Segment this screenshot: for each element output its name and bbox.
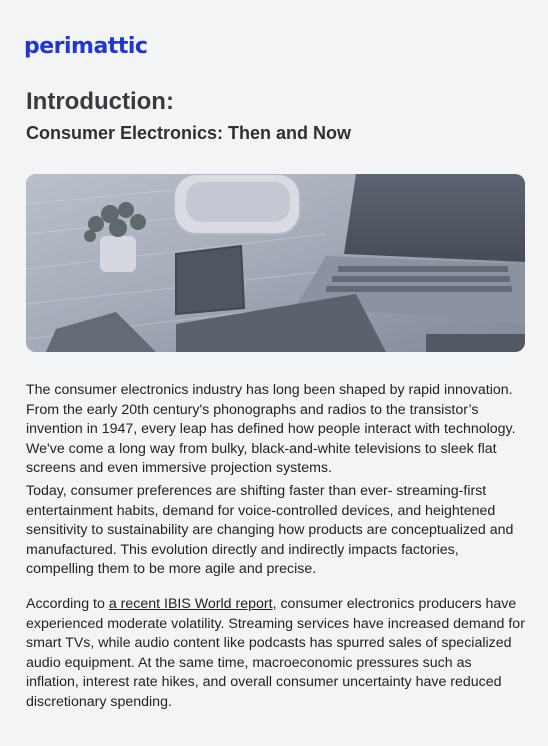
report-text-after: , consumer electronics producers have experienced moderate volatility. Streaming services have increased demand for smart TVs, while audio content like podcasts has spurred sales of specialized audio equipment. At the same time, macroeconomic pressures such as inflation, interest rate hikes, and overall consumer uncertainty have reduced discretionary spending.: [26, 596, 525, 710]
hero-image: [26, 174, 525, 352]
intro-paragraph: The consumer electronics industry has long been shaped by rapid innovation. From the early 20th century's phonographs and radios to the transistor’s invention in 1947, every leap has defined how people interact with technology. We've come a long way from bulky, black-and-white televisions to sleek flat screens and even immersive projection systems.: [26, 382, 516, 476]
page-title: Introduction:: [26, 88, 174, 115]
report-text-before: According to: [26, 596, 109, 612]
page-subtitle: Consumer Electronics: Then and Now: [26, 123, 352, 143]
photo-electronics-desk-icon: [26, 174, 525, 352]
brand-logo[interactable]: perimattic: [24, 34, 148, 59]
ibis-world-report-link[interactable]: a recent IBIS World report: [108, 596, 273, 612]
report-paragraph: [26, 595, 526, 712]
trends-paragraph: Today, consumer preferences are shifting faster than ever- streaming-first entertainment habits, demand for voice-controlled devices, and heightened sensitivity to sustainability are changing how products are conceptualized and manufactured. This evolution directly and indirectly impacts factories, compelling them to be more agile and precise.: [26, 483, 514, 577]
